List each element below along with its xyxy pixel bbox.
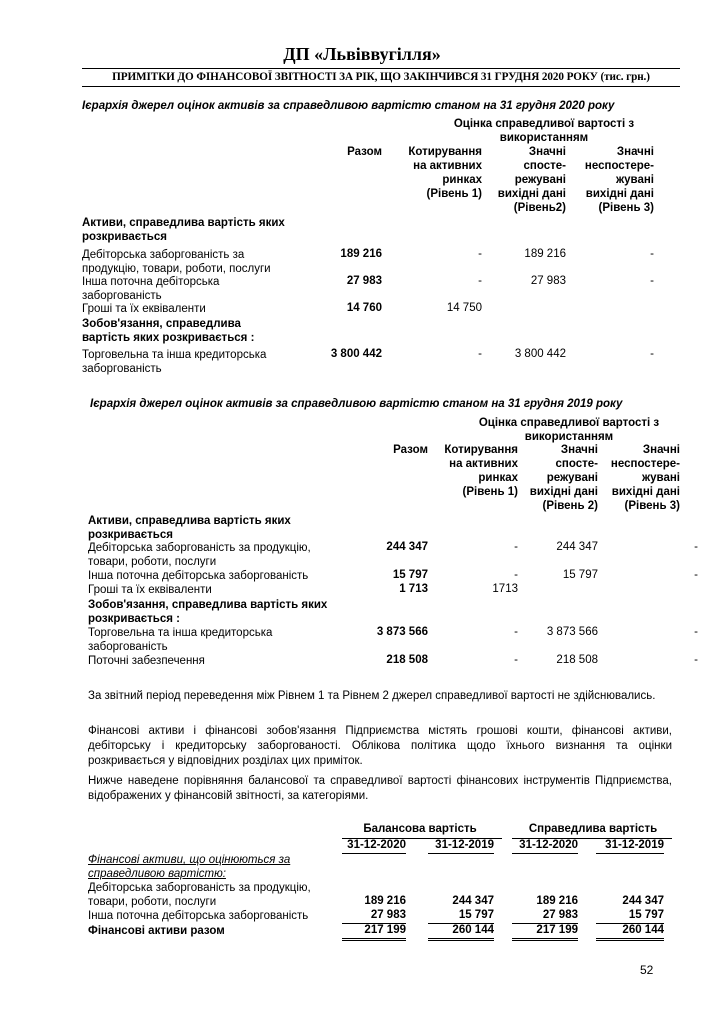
table-cell-level3: - (650, 275, 654, 287)
table-row-label: Інша поточна дебіторська заборгованість (88, 570, 309, 582)
table-2019-title: Ієрархія джерел оцінок активів за справедливою вартістю станом на 31 грудня 2019 року (90, 398, 623, 410)
table-2019-col-level3: Значні неспостере- жувані вихідні дані (Рівень 3) (610, 444, 680, 512)
table-row-label: Гроші та їх еквіваленти (82, 303, 206, 315)
table-cell-total: 217 199 (364, 924, 406, 936)
table-cell-level1: - (478, 275, 482, 287)
table-cell: 189 216 (536, 895, 578, 907)
notes-header: ПРИМІТКИ ДО ФІНАНСОВОЇ ЗВІТНОСТІ ЗА РІК, ЩО ЗАКІНЧИВСЯ 31 ГРУДНЯ 2020 РОКУ (тис. грн.) (112, 71, 650, 83)
table-2020-col-total: Разом (347, 146, 382, 158)
table-row-label: Торговельна та інша кредиторська заборгованість (88, 627, 273, 653)
table-cell-level1: - (478, 348, 482, 360)
table-cell: 15 797 (458, 909, 494, 921)
page-number: 52 (640, 963, 654, 977)
table-cell-total: 14 760 (346, 302, 382, 314)
table-2019-assets-header: Активи, справедлива вартість яких розкривається (88, 515, 291, 541)
table-2020-liabilities-header: Зобов'язання, справедлива вартість яких розкривається : (82, 318, 255, 344)
table-cell-level3: - (694, 626, 698, 638)
comparison-rule (596, 853, 664, 854)
table-2020-title: Ієрархія джерел оцінок активів за справедливою вартістю станом на 31 грудня 2020 року (82, 100, 615, 112)
comparison-total-rule (428, 938, 494, 941)
comparison-date-header: 31-12-2020 (519, 839, 578, 851)
table-2020-assets-header: Активи, справедлива вартість яких розкривається (82, 217, 285, 243)
table-cell: 15 797 (628, 909, 664, 921)
table-cell-level1: - (514, 626, 518, 638)
comparison-total-rule (596, 938, 664, 941)
paragraph-financial-instruments: Фінансові активи і фінансові зобов'язання Підприємства містять грошові кошти, фінансові активи, дебіторську і кредиторську заборгованості. Облікова політика щодо їхнього визнання та оцінки розкривається у відповідних розділах цих приміток. (88, 725, 672, 767)
comparison-group-balance: Балансова вартість (363, 823, 477, 835)
table-cell: 27 983 (370, 909, 406, 921)
table-cell-total: 15 797 (392, 569, 428, 581)
comparison-rule (428, 853, 494, 854)
table-cell-level1: 14 750 (446, 302, 482, 314)
comparison-rule (512, 853, 578, 854)
table-row-label: Поточні забезпечення (88, 655, 205, 667)
company-name: ДП «Львіввугілля» (283, 44, 441, 64)
table-cell-level2: 189 216 (524, 248, 566, 260)
table-cell-total: 3 873 566 (376, 626, 428, 638)
table-cell-level2: 3 873 566 (546, 626, 598, 638)
comparison-group-fair: Справедлива вартість (528, 823, 658, 835)
table-cell: 244 347 (622, 895, 664, 907)
paragraph-comparison-intro: Нижче наведене порівняння балансової та справедливої вартості фінансових інструментів Підприємства, відображених у фінансовій звітності, за категоріями. (88, 775, 672, 802)
table-cell-level1: - (478, 248, 482, 260)
table-row-label: Гроші та їх еквіваленти (88, 584, 212, 596)
table-2020-col-level1: Котирування на активних ринках (Рівень 1) (408, 146, 482, 200)
comparison-total-rule (512, 938, 578, 941)
table-cell-total: 218 508 (386, 654, 428, 666)
table-2019-group-header: Оцінка справедливої вартості з використанням (478, 417, 660, 443)
table-2019-col-level2: Значні спосте- режувані вихідні дані (Рівень 2) (529, 444, 598, 512)
table-cell-total: 244 347 (386, 541, 428, 553)
table-cell-level2: 3 800 442 (514, 348, 566, 360)
table-2020-group-header: Оцінка справедливої вартості з використанням (453, 118, 635, 144)
table-cell-level2: 218 508 (556, 654, 598, 666)
comparison-rule (342, 853, 406, 854)
table-2020-col-level3: Значні неспостере- жувані вихідні дані (Рівень 3) (584, 146, 654, 214)
comparison-total-label: Фінансові активи разом (88, 925, 225, 937)
comparison-date-header: 31-12-2019 (605, 839, 664, 851)
header-rule-bottom (82, 86, 680, 87)
table-row-label: Торговельна та інша кредиторська заборгованість (82, 349, 267, 375)
table-cell-level1: - (514, 654, 518, 666)
comparison-section-header: Фінансові активи, що оцінюються за справедливою вартістю: (88, 854, 291, 880)
table-row-label: Дебіторська заборгованість за продукцію, товари, роботи, послуги (82, 249, 271, 275)
table-cell-level2: 244 347 (556, 541, 598, 553)
table-cell-total: 189 216 (340, 248, 382, 260)
table-cell-level1: - (514, 541, 518, 553)
table-cell-level1: - (514, 569, 518, 581)
table-row-label: Дебіторська заборгованість за продукцію, товари, роботи, послуги (88, 542, 311, 568)
table-cell-level3: - (650, 348, 654, 360)
table-cell-level2: 15 797 (562, 569, 598, 581)
table-2019-liabilities-header: Зобов'язання, справедлива вартість яких розкривається : (88, 599, 328, 625)
table-row-label: Дебіторська заборгованість за продукцію, товари, роботи, послуги (88, 882, 311, 908)
table-cell: 189 216 (364, 895, 406, 907)
table-2019-col-total: Разом (393, 444, 428, 456)
table-cell-level3: - (694, 541, 698, 553)
table-cell-level1: 1713 (492, 583, 518, 595)
table-cell-level3: - (694, 569, 698, 581)
table-cell-total: 260 144 (622, 924, 664, 936)
table-2019-col-level1: Котирування на активних ринках (Рівень 1) (444, 444, 518, 498)
paragraph-transfer-note: За звітний період переведення між Рівнем 1 та Рівнем 2 джерел справедливої вартості не здійснювались. (88, 690, 656, 702)
comparison-date-header: 31-12-2019 (435, 839, 494, 851)
table-cell: 27 983 (542, 909, 578, 921)
table-cell-level3: - (650, 248, 654, 260)
comparison-date-header: 31-12-2020 (347, 839, 406, 851)
table-cell-total: 260 144 (452, 924, 494, 936)
comparison-total-rule (342, 938, 406, 941)
table-cell-total: 3 800 442 (330, 348, 382, 360)
header-rule (82, 68, 680, 69)
table-cell-total: 1 713 (399, 583, 428, 595)
table-row-label: Інша поточна дебіторська заборгованість (82, 276, 220, 302)
table-cell: 244 347 (452, 895, 494, 907)
table-cell-level2: 27 983 (530, 275, 566, 287)
table-2020-col-level2: Значні спосте- режувані вихідні дані (Рівень2) (497, 146, 566, 214)
table-cell-level3: - (694, 654, 698, 666)
table-cell-total: 217 199 (536, 924, 578, 936)
table-row-label: Інша поточна дебіторська заборгованість (88, 910, 309, 922)
table-cell-total: 27 983 (346, 275, 382, 287)
